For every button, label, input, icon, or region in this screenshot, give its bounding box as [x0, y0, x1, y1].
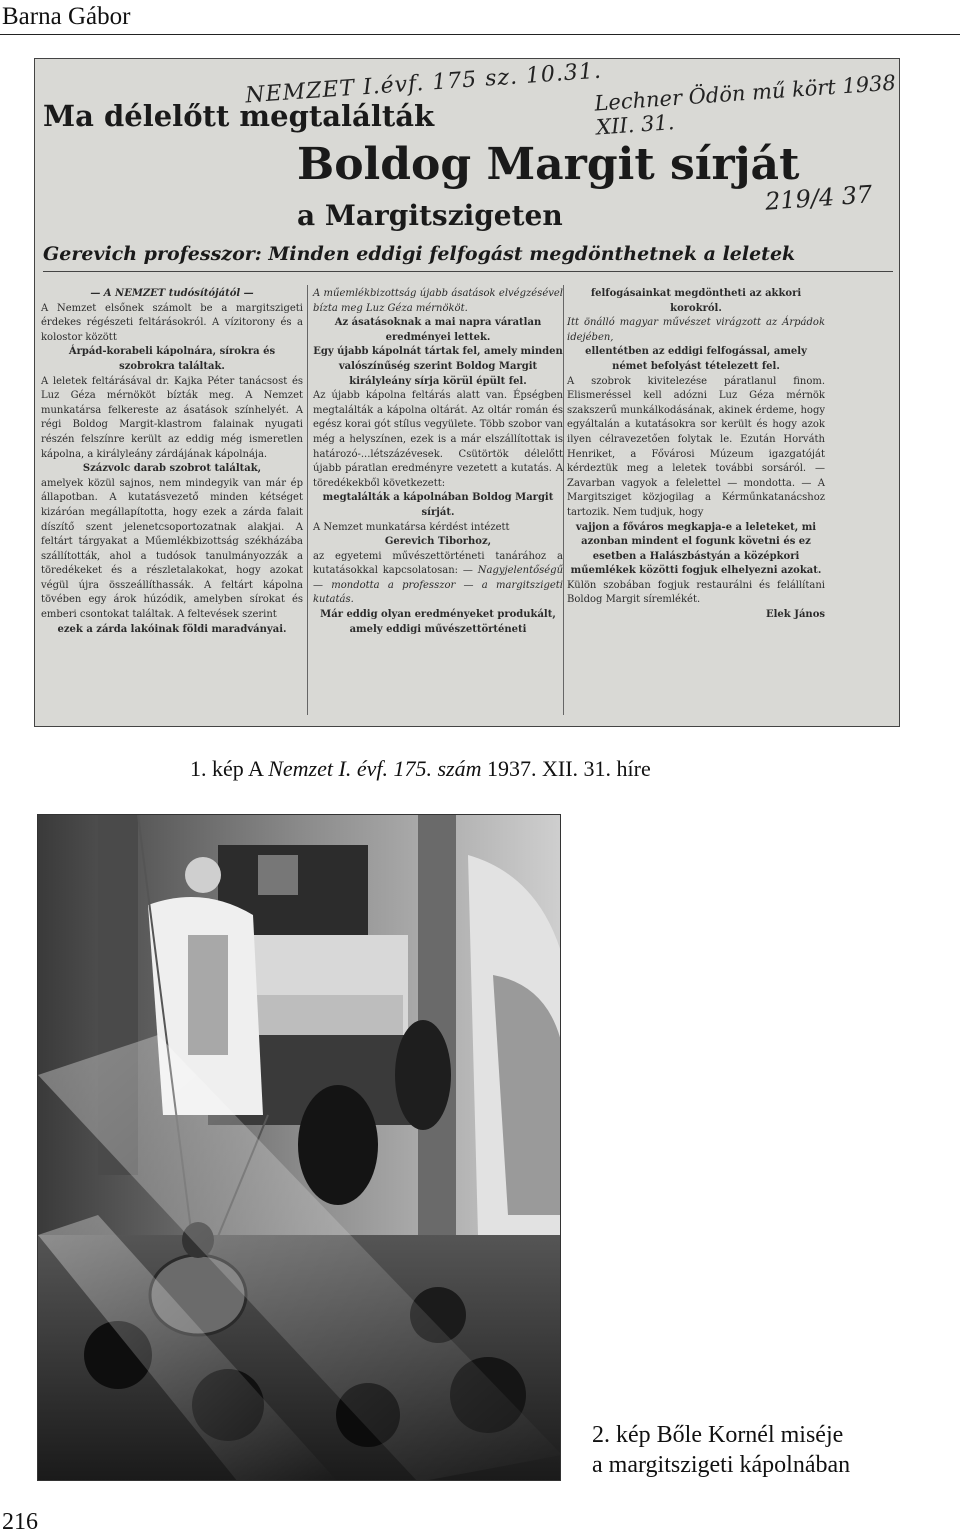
- clipping-subhead: Gerevich Tiborhoz,: [384, 536, 492, 548]
- chapel-mass-photograph: [37, 814, 561, 1481]
- clipping-subhead: megtalálták a kápolnában Boldog Margit sírját.: [322, 492, 554, 518]
- figure-2-caption-line-1: 2. kép Bőle Kornél miséje: [592, 1422, 844, 1448]
- clipping-column-3: [567, 287, 825, 623]
- clipping-paragraph: A feltárt kápolna tövében egy árok húzódik, amelyben sírokat és emberi csontokat találtak. A feltevések szerint: [41, 579, 303, 621]
- clipping-paragraph: A leletek feltárásával dr. Kajka Péter tanácsost és Luz Géza mérnököt bízták meg. A Nemzet munkatársa felkereste az ásatások színhelyét. A régi Boldog Margit-klastrom falainak nyugati részén felszínre került az eddig még ismeretlen kápolna, a királyleány zárdájának kápolnája.: [41, 375, 303, 460]
- figure-1-caption-prefix: 1. kép A: [190, 756, 269, 781]
- clipping-headline-top: Ma délelőtt megtalálták: [43, 99, 435, 133]
- clipping-author: Elek János: [766, 609, 825, 621]
- clipping-subhead: ellentétben az eddigi felfogással, amely német befolyást tételezett fel.: [585, 346, 807, 372]
- clipping-subhead: Egy újabb kápolnát tártak fel, amely minden valószínűség szerint Boldog Margit királyleány sírja körül épült fel.: [313, 346, 563, 387]
- tabernacle: [258, 855, 298, 895]
- chapel-photo-drawing: [38, 815, 561, 1481]
- handwritten-source-note: NEMZET I.évf. 175 sz. 10.31.: [244, 58, 603, 109]
- clipping-rule: [43, 271, 893, 272]
- clipping-subhead: Árpád-korabeli kápolnára, sírokra és szobrokra találtak.: [68, 346, 276, 372]
- figure-2-caption: [592, 1420, 850, 1480]
- clipping-deck: Gerevich professzor: Minden eddigi felfogást megdönthetnek a leletek: [43, 243, 796, 265]
- newspaper-clipping-image: [34, 58, 900, 727]
- figure-1-caption-suffix: 1937. XII. 31. híre: [481, 756, 651, 781]
- clipping-headline-sub: a Margitszigeten: [297, 199, 563, 232]
- figure-2-caption-line-2: a margitszigeti kápolnában: [592, 1452, 851, 1478]
- chasuble-ornament: [188, 935, 228, 1055]
- clipping-paragraph: az egyetemi művészettörténeti tanárához a kutatásokkal kapcsolatosan:: [313, 550, 563, 577]
- clipping-headline-main: Boldog Margit sírját: [297, 139, 800, 190]
- clipping-paragraph: A Nemzet elsőnek számolt be a margitszigeti érdekes régészeti feltárásokról. A vízitorony és a kolostor között: [41, 302, 303, 343]
- clipping-paragraph: A műemlékbizottság újabb ásatások elvégzésével bízta meg Luz Géza mérnököt.: [313, 288, 563, 314]
- handwritten-signature-note: Lechner Ödön mű kört 1938 XII. 31.: [593, 70, 897, 140]
- running-head: Barna Gábor: [2, 3, 131, 30]
- clipping-paragraph: Külön szobában fogjuk restaurálni és felállítani Boldog Margit síremlékét.: [567, 579, 825, 606]
- clipping-column-2: [313, 287, 563, 637]
- handwritten-reference-note: 219/4 37: [764, 180, 874, 216]
- clipping-paragraph: Az újabb kápolna feltárás alatt van. Épségben megtalálták a kápolna oltárát. Az oltár román és egész korai gót stílus vegyülete. Több szobor van még a helyszínen, ezek is a már elszállítottak is határozó-...létszázévesek.: [313, 390, 563, 460]
- figure-1-caption: [190, 754, 651, 784]
- kneeling-figure: [298, 1085, 378, 1205]
- clipping-paragraph: Itt önálló magyar művészet virágzott az Árpádok idejében,: [567, 317, 825, 343]
- clipping-paragraph: Csütörtök délelőtt újabb páratlan eredményre vezetett a kutatás. A töredékekből következett:: [313, 448, 563, 489]
- page-number: 216: [2, 1509, 38, 1535]
- clipping-paragraph: A Nemzet munkatársa kérdést intézett: [313, 521, 510, 533]
- header-rule: [0, 34, 960, 35]
- clipping-subhead: Már eddig olyan eredményeket produkált, amely eddigi művészettörténeti: [320, 609, 556, 635]
- clipping-subhead: vajjon a főváros megkapja-e a leleteket, mi azonban mindent el fogunk követni és ez esetben a Halászbástyán a középkori műemlékek közötti fogjuk elhelyezni azokat.: [570, 521, 822, 577]
- clipping-byline: — A NEMZET tudósítójától —: [90, 288, 254, 299]
- clipping-subhead: Az ásatásoknak a mai napra váratlan eredményei lettek.: [334, 317, 542, 343]
- clipping-subhead: ezek a zárda lakóinak földi maradványai.: [57, 623, 287, 635]
- clipping-subhead: felfogásainkat megdöntheti az akkori korokról.: [590, 288, 802, 314]
- clipping-paragraph: amelyek közül sajnos, nem mindegyik van már ép állapotban. A kutatásvezető minden kétséget kizáróan megállapította, hogy ezek a zárda falait díszítő szent jelenetcsoportozatnak alakjai. A feltárt tárgyakat a Műemlékbizottság székházába szállították, ahol a tudósok tanulmányozzák a töredékeket és a részletalakokat, hogy azokat végül újra összeállíthassák.: [41, 477, 303, 591]
- clipping-paragraph: A szobrok kivitelezése páratlanul finom. Elismeréssel kell adózni Luz Géza mérnök szakszerű munkálkodásának, akinek érdeme, hogy egyáltalán a kutatásokra sor került és hogy azok ilyen célravezetően folytak le. Ezután Horváth Henriket, a Fővárosi Múzeum igazgatóját kérdeztük meg a leletek további sorsáról.: [567, 375, 825, 475]
- column-rule: [307, 285, 308, 715]
- column-rule: [563, 285, 564, 715]
- clipping-column-1: [41, 287, 303, 637]
- kneeling-figure: [395, 1020, 451, 1130]
- clipping-paragraph: — Nagyjelentőségű — mondotta a professzor — a margitszigeti kutatás.: [313, 565, 564, 606]
- figure-1-caption-italic: Nemzet I. évf. 175. szám: [268, 756, 482, 781]
- priest-head: [185, 857, 221, 893]
- clipping-subhead: Százvolc darab szobrot találtak,: [82, 463, 262, 475]
- clipping-paragraph: — Zavarban vagyok a felelettel — mondotta. — A Margitsziget közjogilag a Kérműnkatanácshoz tartozik. Nem tudjuk, hogy: [567, 463, 825, 518]
